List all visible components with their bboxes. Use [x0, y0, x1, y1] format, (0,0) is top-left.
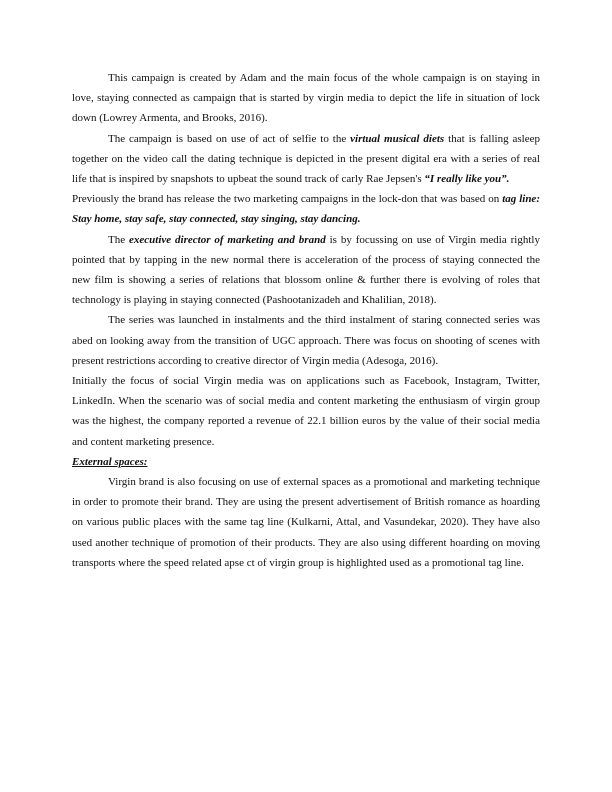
paragraph-series-instalments: [72, 310, 540, 371]
paragraph-text: is by focussing on use of Virgin media rightly pointed that by tapping in the new normal there is acceleration of the process of staying connected the new film is showing a series of relations that blossom online & further there is evolving of roles that technology is playing in staying connected (Pashootanizadeh and Khalilian, 2018).: [72, 233, 540, 307]
paragraph-previous-campaigns: [72, 189, 540, 229]
paragraph-selfie-campaign: [72, 129, 540, 190]
section-heading-external-spaces: External spaces:: [72, 455, 148, 468]
emphasis-song-title: “I really like you”.: [424, 173, 510, 186]
emphasis-executive-director: executive director of marketing and brand: [129, 233, 326, 246]
emphasis-tag-line: tag line: Stay home, stay safe, stay connected, stay singing, stay dancing.: [72, 193, 540, 226]
paragraph-text: The series was launched in instalments and the third instalment of staring connected series was abed on looking away from the transition of UGC approach. There was focus on shooting of scenes with present restrictions according to creative director of Virgin media (Adesoga, 2016).: [72, 314, 540, 367]
paragraph-text: The: [108, 233, 129, 246]
paragraph-social-media: [72, 371, 540, 452]
paragraph-text: This campaign is created by Adam and the main focus of the whole campaign is on staying in love, staying connected as campaign that is started by virgin media to depict the life in situation of lock down (Lowrey Armenta, and Brooks, 2016).: [72, 72, 540, 125]
paragraph-text: Virgin brand is also focusing on use of external spaces as a promotional and marketing technique in order to promote their brand. They are using the present advertisement of British romance as hoarding on various public places with the same tag line (Kulkarni, Attal, and Vasundekar, 2020). They have also used another technique of promotion of their products. They are also using different hoarding on moving transports where the speed related apse ct of virgin group is highlighted used as a promotional tag line.: [72, 476, 540, 569]
emphasis-virtual-musical-diets: virtual musical diets: [350, 132, 445, 145]
paragraph-text: that is falling asleep together on the video call the dating technique is depicted in the present digital era with a series of real life that is inspired by snapshots to upbeat the sound track of carly Rae Jepsen's: [72, 132, 540, 186]
paragraph-text: Initially the focus of social Virgin media was on applications such as Facebook, Instagram, Twitter, LinkedIn. When the scenario was of social media and content marketing the enthusiasm of virgin group was the highest, the company reported a revenue of 22.1 billion euros by the value of their social media and content marketing presence.: [72, 375, 540, 448]
paragraph-text: The campaign is based on use of act of selfie to the: [108, 132, 351, 145]
paragraph-campaign-intro: [72, 68, 540, 129]
paragraph-executive-director: [72, 230, 540, 311]
paragraph-text: Previously the brand has release the two marketing campaigns in the lock-don that was based on: [72, 193, 503, 206]
paragraph-external-spaces: [72, 472, 540, 573]
document-body: [72, 68, 540, 573]
